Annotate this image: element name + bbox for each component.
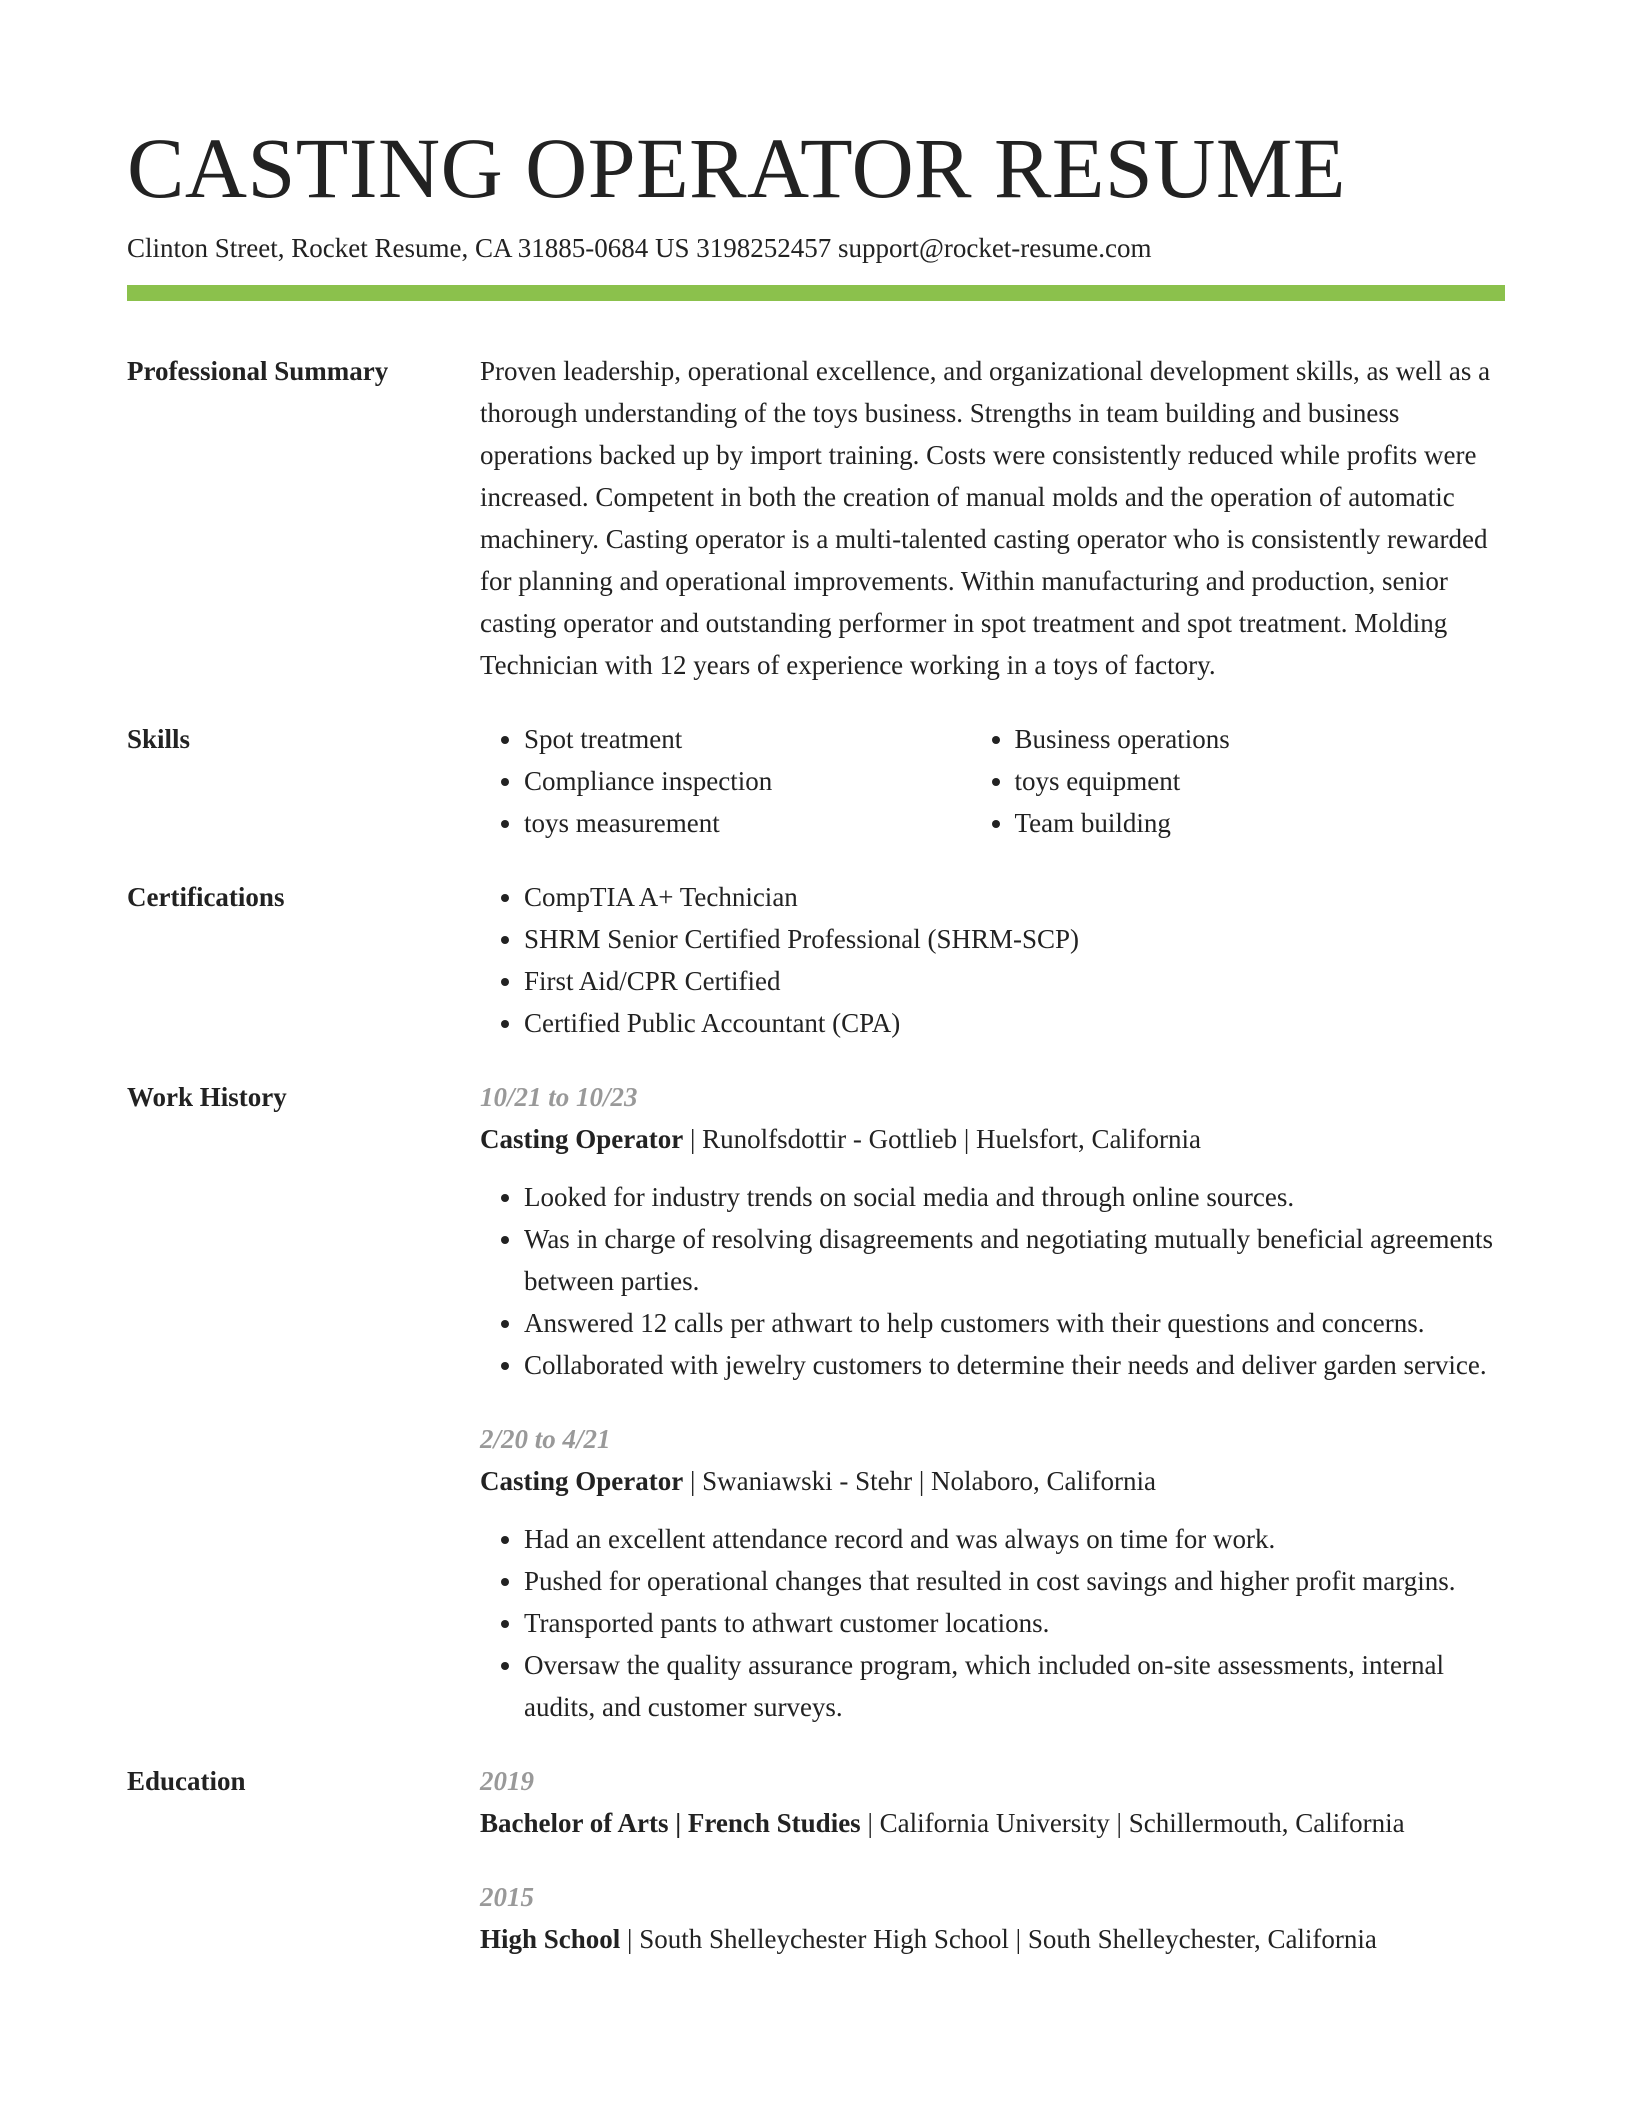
contact-line: Clinton Street, Rocket Resume, CA 31885-0684 US 3198252457 support@rocket-resume.com	[127, 233, 1152, 263]
job-bullet: • Pushed for operational changes that resulted in cost savings and higher profit margins.	[524, 1560, 1505, 1602]
certification-item: • First Aid/CPR Certified	[524, 960, 1505, 1002]
job-bullet: • Looked for industry trends on social media and through online sources.	[524, 1176, 1505, 1218]
education-year: 2015	[480, 1882, 534, 1912]
education-entry	[480, 1760, 1505, 1844]
accent-divider	[127, 285, 1505, 301]
skill-item: • toys measurement	[524, 802, 1015, 844]
job-bullet: • Collaborated with jewelry customers to determine their needs and deliver garden service.	[524, 1344, 1505, 1386]
resume-body	[127, 350, 1505, 1992]
job-entry	[480, 1418, 1505, 1728]
job-bullets	[480, 1518, 1505, 1728]
education-section	[127, 1760, 1505, 1960]
job-title: Casting Operator	[480, 1466, 684, 1496]
section-label-education: Education	[127, 1766, 246, 1796]
education-entry	[480, 1876, 1505, 1960]
job-details: | Swaniawski - Stehr | Nolaboro, California	[683, 1466, 1156, 1496]
section-label-summary: Professional Summary	[127, 356, 389, 386]
summary-section	[127, 350, 1505, 686]
skill-item: • toys equipment	[1015, 760, 1506, 802]
skill-item: • Team building	[1015, 802, 1506, 844]
job-dates: 10/21 to 10/23	[480, 1082, 638, 1112]
skill-item: • Spot treatment	[524, 718, 1015, 760]
job-bullet: • Had an excellent attendance record and was always on time for work.	[524, 1518, 1505, 1560]
job-bullet: • Transported pants to athwart customer locations.	[524, 1602, 1505, 1644]
job-dates: 2/20 to 4/21	[480, 1424, 611, 1454]
certification-item: • CompTIA A+ Technician	[524, 876, 1505, 918]
certification-item: • SHRM Senior Certified Professional (SHRM-SCP)	[524, 918, 1505, 960]
education-heading	[480, 1802, 1505, 1844]
skill-item: • Compliance inspection	[524, 760, 1015, 802]
job-heading	[480, 1118, 1505, 1160]
work-history-section	[127, 1076, 1505, 1728]
section-label-skills: Skills	[127, 724, 191, 754]
job-bullet: • Was in charge of resolving disagreements and negotiating mutually beneficial agreements between parties.	[524, 1218, 1505, 1302]
education-degree: Bachelor of Arts | French Studies	[480, 1808, 861, 1838]
job-bullets	[480, 1176, 1505, 1386]
certifications-list	[480, 876, 1505, 1044]
job-details: | Runolfsdottir - Gottlieb | Huelsfort, California	[683, 1124, 1201, 1154]
job-entry	[480, 1076, 1505, 1386]
skill-item: • Business operations	[1015, 718, 1506, 760]
education-year: 2019	[480, 1766, 534, 1796]
education-degree: High School	[480, 1924, 621, 1954]
section-label-certifications: Certifications	[127, 882, 285, 912]
education-details: | California University | Schillermouth, California	[860, 1808, 1405, 1838]
summary-text: Proven leadership, operational excellence, and organizational development skills, as well as a thorough understanding of the toys business. Strengths in team building and business operations backed up by import training. Costs were consistently reduced while profits were increased. Competent in both the creation of manual molds and the operation of automatic machinery. Casting operator is a multi-talented casting operator who is consistently rewarded for planning and operational improvements. Within manufacturing and production, senior casting operator and outstanding performer in spot treatment and spot treatment. Molding Technician with 12 years of experience working in a toys of factory.	[480, 356, 1491, 680]
skills-section	[127, 718, 1505, 844]
job-bullet: • Answered 12 calls per athwart to help customers with their questions and concerns.	[524, 1302, 1505, 1344]
certifications-section	[127, 876, 1505, 1044]
job-heading	[480, 1460, 1505, 1502]
certification-item: • Certified Public Accountant (CPA)	[524, 1002, 1505, 1044]
resume-title: CASTING OPERATOR RESUME	[127, 120, 1346, 216]
job-bullet: • Oversaw the quality assurance program, which included on-site assessments, internal audits, and customer surveys.	[524, 1644, 1505, 1728]
education-heading	[480, 1918, 1505, 1960]
skills-list	[480, 718, 1505, 844]
job-title: Casting Operator	[480, 1124, 684, 1154]
section-label-work: Work History	[127, 1082, 287, 1112]
education-details: | South Shelleychester High School | South Shelleychester, California	[620, 1924, 1377, 1954]
